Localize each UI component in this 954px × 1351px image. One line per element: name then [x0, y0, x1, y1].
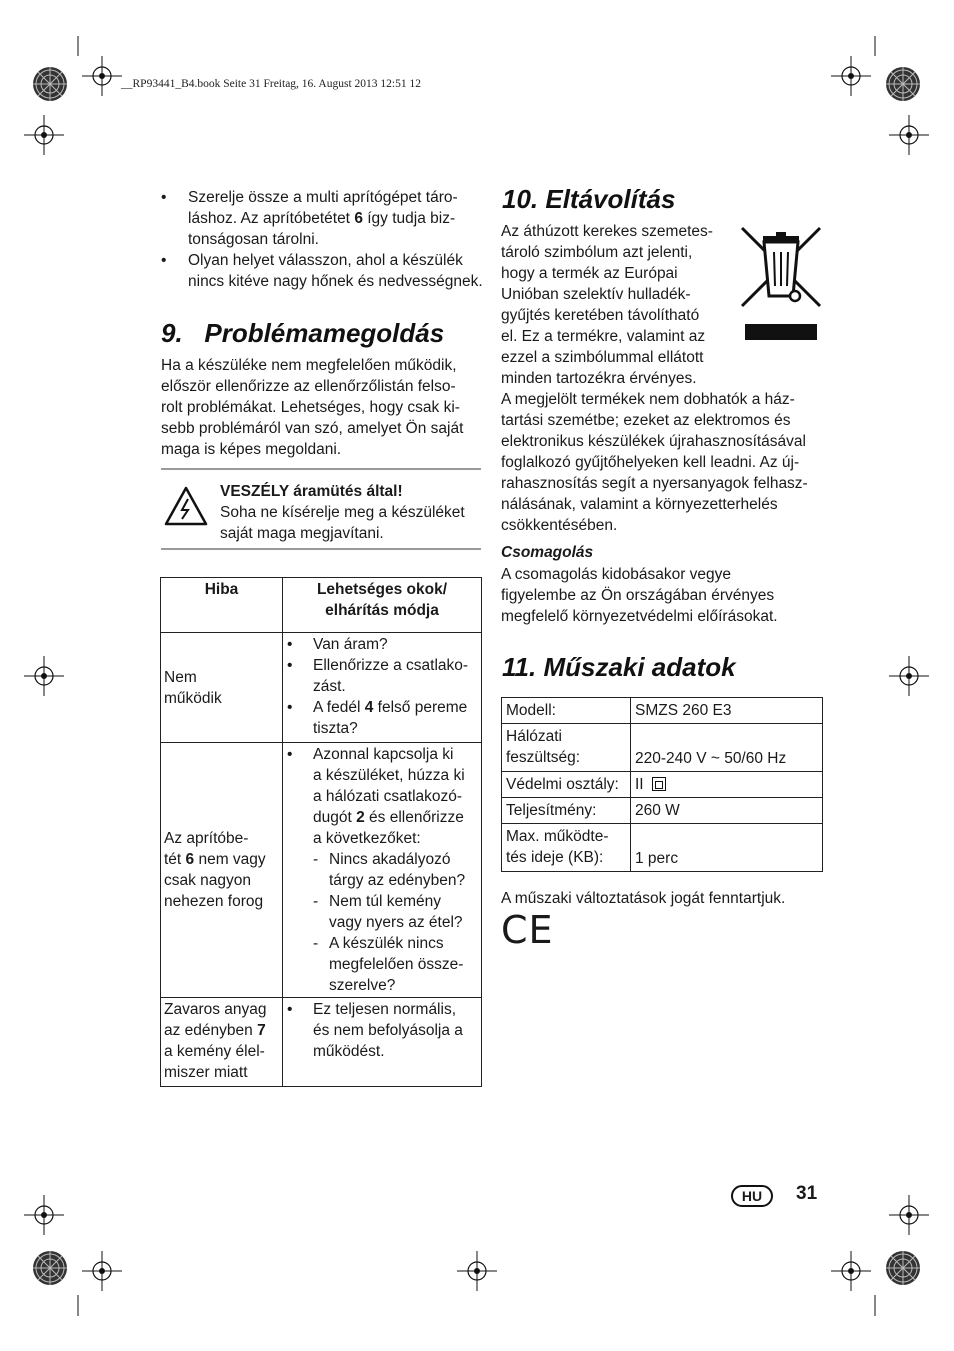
- spec-value: SMZS 260 E3: [631, 698, 823, 724]
- disposal-text-wrapped: Az áthúzott kerekes szemetes- tároló szimbólum azt jelenti, hogy a termék az Európai Unióban szelektív hulladék- gyűjtés keretében távolítható el. Ez a termékre, valamint az ezzel a szimbólummal ellátott minden tartozékra érvényes.: [501, 223, 713, 387]
- warning-title: VESZÉLY áramütés által!: [220, 483, 403, 500]
- table-row: [161, 633, 482, 743]
- section-title-disposal: 10. Eltávolítás: [502, 184, 676, 214]
- col-header-fault: Hiba: [161, 578, 283, 633]
- crossed-wheelie-bin-icon: [740, 224, 824, 344]
- spec-value: 260 W: [631, 798, 823, 824]
- spec-label: Max. működte- tés ideje (KB):: [502, 824, 631, 872]
- fault-cell: Zavaros anyag az edényben 7 a kemény élel- miszer miatt: [161, 998, 283, 1087]
- spec-value: 220-240 V ~ 50/60 Hz: [631, 724, 823, 772]
- spec-value: II: [631, 772, 823, 798]
- disposal-text-full: A megjelölt termékek nem dobhatók a ház- tartási szemétbe; ezeket az elektromos és elektronikus készülékek újrahasznosításával foglalkozó gyűjtőhelyeken kell leadni. Az új- rahasznosítás segít a nyersanyagok felhasz- nálásának, valamint a környezetterhelés csökkentésében.: [501, 391, 808, 534]
- table-row: [502, 798, 823, 824]
- remedy-cell: • Azonnal kapcsolja ki a készüléket, húzza ki a hálózati csatlakozó- dugót 2 és ellenőrizze a következőket: - Nincs akadályozó tárgy az edényben? - Nem túl kemény vagy nyers az étel? - A készülék nincs megfelelően össze- szerelve?: [283, 743, 482, 998]
- packaging-text: A csomagolás kidobásakor vegye figyelembe az Ön országában érvényes megfelelő környezetvédelmi előírásokat.: [501, 566, 778, 625]
- spec-label: Modell:: [502, 698, 631, 724]
- table-row: [502, 824, 823, 872]
- intro-bullet-2: Olyan helyet válasszon, ahol a készülék nincs kitéve nagy hőnek és nedvességnek.: [188, 252, 483, 290]
- language-badge: HU: [731, 1185, 773, 1207]
- remedy-cell: • Van áram? • Ellenőrizze a csatlako- zást. • A fedél 4 felső pereme tiszta?: [283, 633, 482, 743]
- table-row: [161, 998, 482, 1087]
- spec-label: Védelmi osztály:: [502, 772, 631, 798]
- warning-top-rule: [161, 468, 481, 470]
- fault-cell: Az aprítóbe- tét 6 nem vagy csak nagyon nehezen forog: [161, 743, 283, 998]
- troubleshooting-table: [160, 577, 482, 1087]
- table-row: [502, 772, 823, 798]
- troubleshooting-intro: Ha a készüléke nem megfelelően működik, először ellenőrizze az ellenőrzőlistán felso- rolt problémákat. Lehetséges, hogy csak ki- sebb problémáról van szó, amelyet Ön saját maga is képes megoldani.: [161, 357, 464, 458]
- double-insulation-icon: [652, 777, 666, 791]
- intro-bullet-1: Szerelje össze a multi aprítógépet táro- láshoz. Az aprítóbetétet 6 így tudja biz- tonságosan tárolni.: [188, 189, 458, 248]
- tech-data-table: [501, 697, 823, 872]
- electric-hazard-icon: [164, 486, 208, 526]
- spec-label: Teljesítmény:: [502, 798, 631, 824]
- tech-note: A műszaki változtatások jogát fenntartjuk.: [501, 890, 786, 907]
- table-header-row: [161, 578, 482, 633]
- warning-bottom-rule: [161, 548, 481, 550]
- ce-mark: CE: [501, 908, 554, 952]
- spec-label: Hálózati feszültség:: [502, 724, 631, 772]
- fault-cell: Nem működik: [161, 633, 283, 743]
- section-title-tech-data: 11. Műszaki adatok: [502, 652, 736, 682]
- remedy-cell: • Ez teljesen normális, és nem befolyásolja a működést.: [283, 998, 482, 1087]
- section-title-troubleshooting: 9. Problémamegoldás: [161, 318, 445, 348]
- table-row: [161, 743, 482, 998]
- page-number: 31: [796, 1183, 818, 1204]
- spec-value: 1 perc: [631, 824, 823, 872]
- header-file-info: __RP93441_B4.book Seite 31 Freitag, 16. August 2013 12:51 12: [121, 78, 421, 90]
- packaging-title: Csomagolás: [501, 544, 594, 561]
- warning-box: VESZÉLY áramütés által! Soha ne kísérelje meg a készüléket saját maga megjavítani.: [220, 483, 465, 542]
- table-row: [502, 698, 823, 724]
- table-row: [502, 724, 823, 772]
- col-header-remedy: Lehetséges okok/ elhárítás módja: [283, 578, 482, 633]
